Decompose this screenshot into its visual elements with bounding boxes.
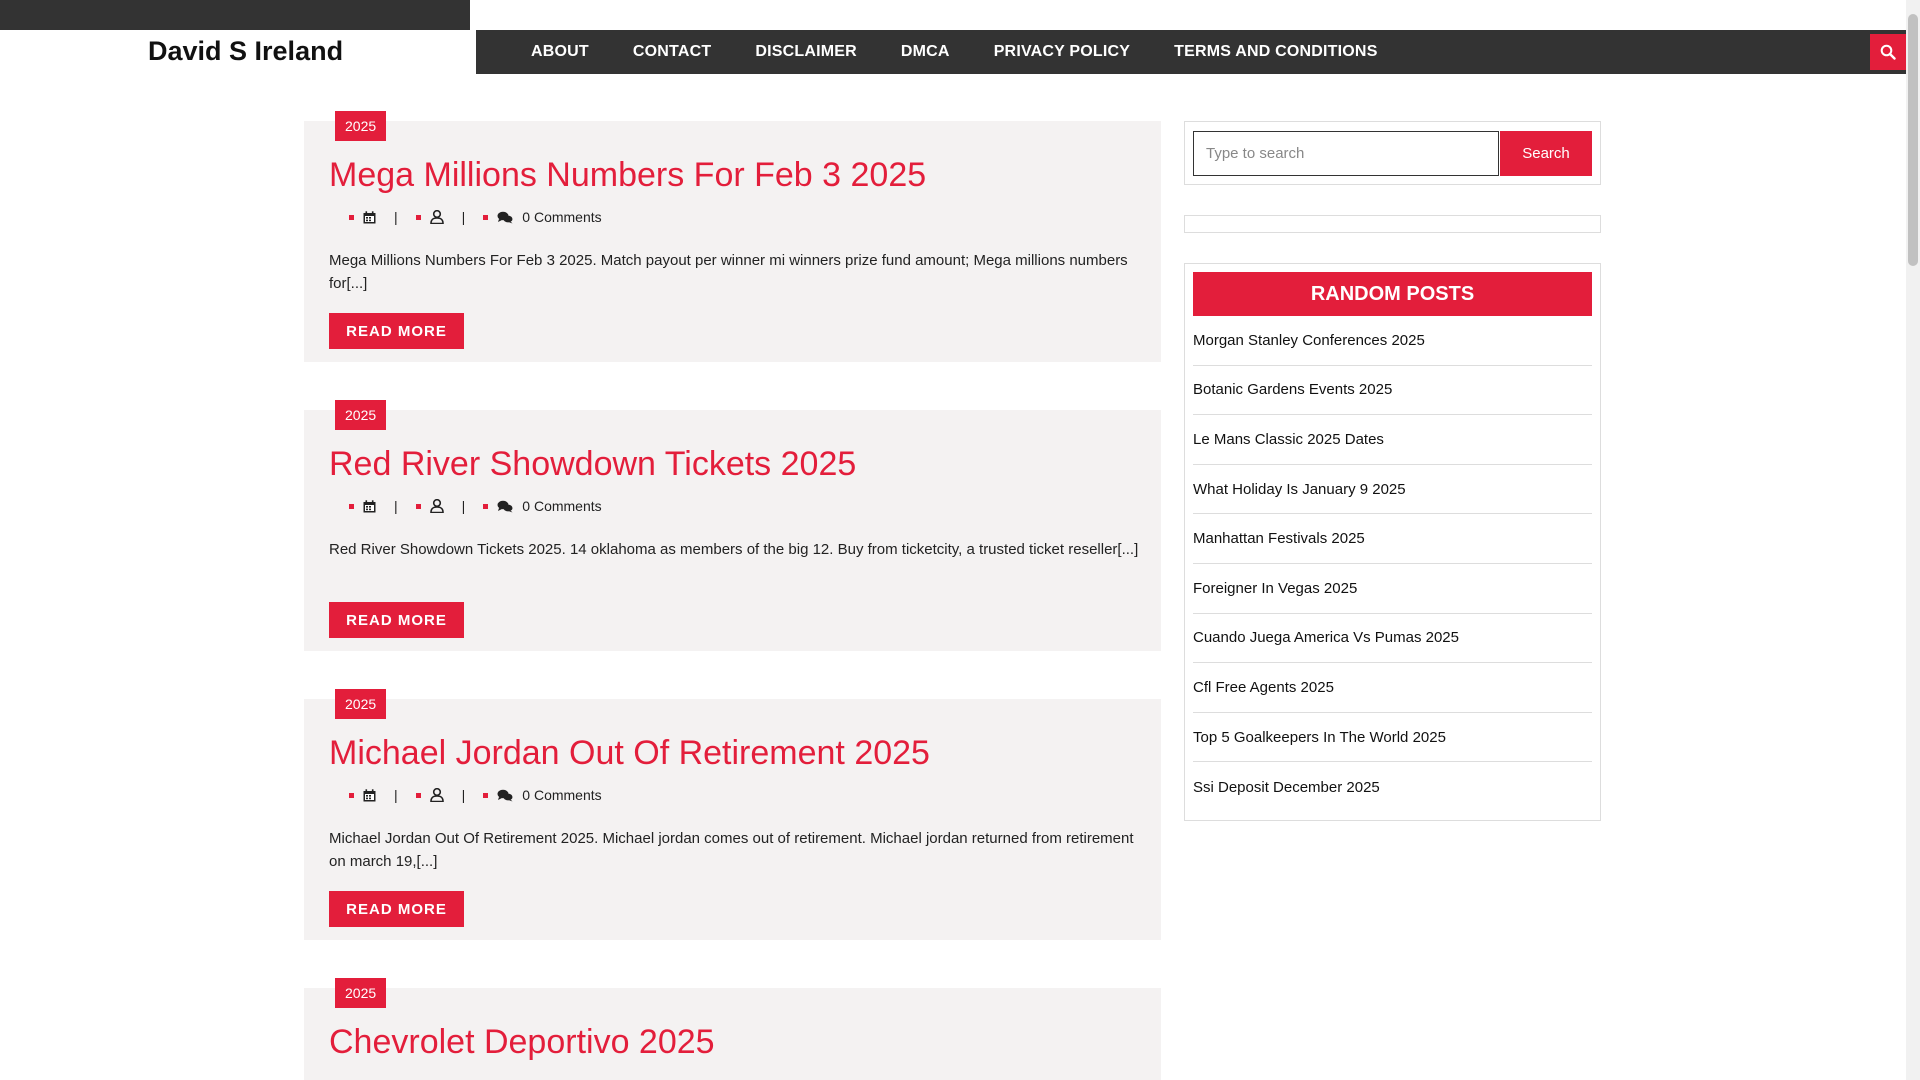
search-input[interactable] [1193, 131, 1499, 176]
post-card [304, 696, 1161, 940]
nav-item-about[interactable]: ABOUT [531, 43, 589, 60]
post-excerpt: Red River Showdown Tickets 2025. 14 oklahoma as members of the big 12. Buy from ticketcity, a trusted ticket reseller[...] [329, 541, 1139, 558]
post-title[interactable]: Chevrolet Deportivo 2025 [329, 1023, 715, 1061]
comments-count: 0 Comments [522, 209, 602, 225]
calendar-icon [363, 211, 376, 224]
nav-menu [509, 43, 1400, 61]
meta-bullet [483, 215, 488, 220]
meta-separator: | [394, 498, 398, 514]
post-author[interactable] [416, 499, 444, 513]
post-excerpt: Michael Jordan Out Of Retirement 2025. Michael jordan comes out of retirement. Michael jordan returned from retirement on march 19,[...] [329, 830, 1134, 870]
post-date[interactable] [349, 211, 376, 224]
random-post-link[interactable]: Botanic Gardens Events 2025 [1193, 366, 1592, 416]
page-scrollbar[interactable] [1906, 0, 1920, 1080]
nav-item-disclaimer[interactable]: DISCLAIMER [755, 43, 857, 60]
meta-bullet [416, 793, 421, 798]
comments-count: 0 Comments [522, 787, 602, 803]
post-meta [349, 787, 602, 803]
meta-bullet [349, 793, 354, 798]
random-post-link[interactable]: What Holiday Is January 9 2025 [1193, 465, 1592, 515]
random-post-link[interactable]: Morgan Stanley Conferences 2025 [1193, 316, 1592, 366]
meta-bullet [349, 504, 354, 509]
site-title[interactable]: David S Ireland [148, 36, 344, 66]
post-comments[interactable] [483, 498, 601, 514]
random-post-link[interactable]: Top 5 Goalkeepers In The World 2025 [1193, 713, 1592, 763]
post-author[interactable] [416, 788, 444, 802]
random-post-link[interactable]: Cuando Juega America Vs Pumas 2025 [1193, 614, 1592, 664]
meta-bullet [483, 504, 488, 509]
meta-separator: | [461, 209, 466, 225]
post-card [304, 118, 1161, 362]
post-excerpt: Mega Millions Numbers For Feb 3 2025. Match payout per winner mi winners prize fund amount; Mega millions numbers for[...] [329, 252, 1128, 292]
comments-icon [497, 789, 513, 802]
post-category-badge[interactable]: 2025 [335, 400, 386, 430]
meta-separator: | [394, 209, 398, 225]
meta-separator: | [394, 787, 398, 803]
post-category-badge[interactable]: 2025 [335, 689, 386, 719]
calendar-icon [363, 789, 376, 802]
meta-bullet [416, 504, 421, 509]
meta-bullet [349, 215, 354, 220]
main-navbar [476, 30, 1906, 74]
post-title[interactable]: Red River Showdown Tickets 2025 [329, 445, 857, 483]
random-posts-widget [1184, 263, 1601, 821]
post-card [304, 407, 1161, 651]
read-more-button[interactable]: READ MORE [329, 313, 464, 349]
comments-icon [497, 500, 513, 513]
random-post-link[interactable]: Ssi Deposit December 2025 [1193, 778, 1380, 796]
nav-item-dmca[interactable]: DMCA [900, 43, 950, 60]
scrollbar-thumb[interactable] [1908, 14, 1918, 266]
post-category-badge[interactable]: 2025 [335, 978, 386, 1008]
post-card [304, 985, 1161, 1080]
nav-item-terms-and-conditions[interactable]: TERMS AND CONDITIONS [1174, 43, 1378, 60]
search-icon [1880, 44, 1896, 60]
read-more-button[interactable]: READ MORE [329, 602, 464, 638]
comments-count: 0 Comments [522, 498, 602, 514]
random-post-link[interactable]: Manhattan Festivals 2025 [1193, 514, 1592, 564]
random-post-link[interactable]: Cfl Free Agents 2025 [1193, 663, 1592, 713]
post-comments[interactable] [483, 787, 601, 803]
top-dark-strip [0, 0, 470, 30]
meta-separator: | [461, 498, 466, 514]
comments-icon [497, 211, 513, 224]
random-post-link[interactable]: Le Mans Classic 2025 Dates [1193, 415, 1592, 465]
nav-item-contact[interactable]: CONTACT [632, 43, 712, 60]
nav-item-privacy-policy[interactable]: PRIVACY POLICY [993, 43, 1131, 60]
user-icon [430, 499, 444, 513]
search-widget [1184, 121, 1601, 185]
post-category-badge[interactable]: 2025 [335, 111, 386, 141]
read-more-button[interactable]: READ MORE [329, 891, 464, 927]
post-date[interactable] [349, 500, 376, 513]
post-author[interactable] [416, 210, 444, 224]
post-title[interactable]: Michael Jordan Out Of Retirement 2025 [329, 734, 930, 772]
post-title[interactable]: Mega Millions Numbers For Feb 3 2025 [329, 156, 927, 194]
meta-bullet [416, 215, 421, 220]
meta-separator: | [461, 787, 466, 803]
random-posts-list [1193, 316, 1592, 812]
post-comments[interactable] [483, 209, 601, 225]
post-date[interactable] [349, 789, 376, 802]
empty-widget [1184, 215, 1601, 233]
header-search-button[interactable] [1870, 34, 1906, 70]
post-meta [349, 498, 602, 514]
user-icon [430, 210, 444, 224]
post-meta [349, 209, 602, 225]
random-post-link[interactable]: Foreigner In Vegas 2025 [1193, 564, 1592, 614]
search-button[interactable]: Search [1500, 131, 1592, 176]
user-icon [430, 788, 444, 802]
meta-bullet [483, 793, 488, 798]
calendar-icon [363, 500, 376, 513]
random-posts-heading: RANDOM POSTS [1193, 272, 1592, 316]
